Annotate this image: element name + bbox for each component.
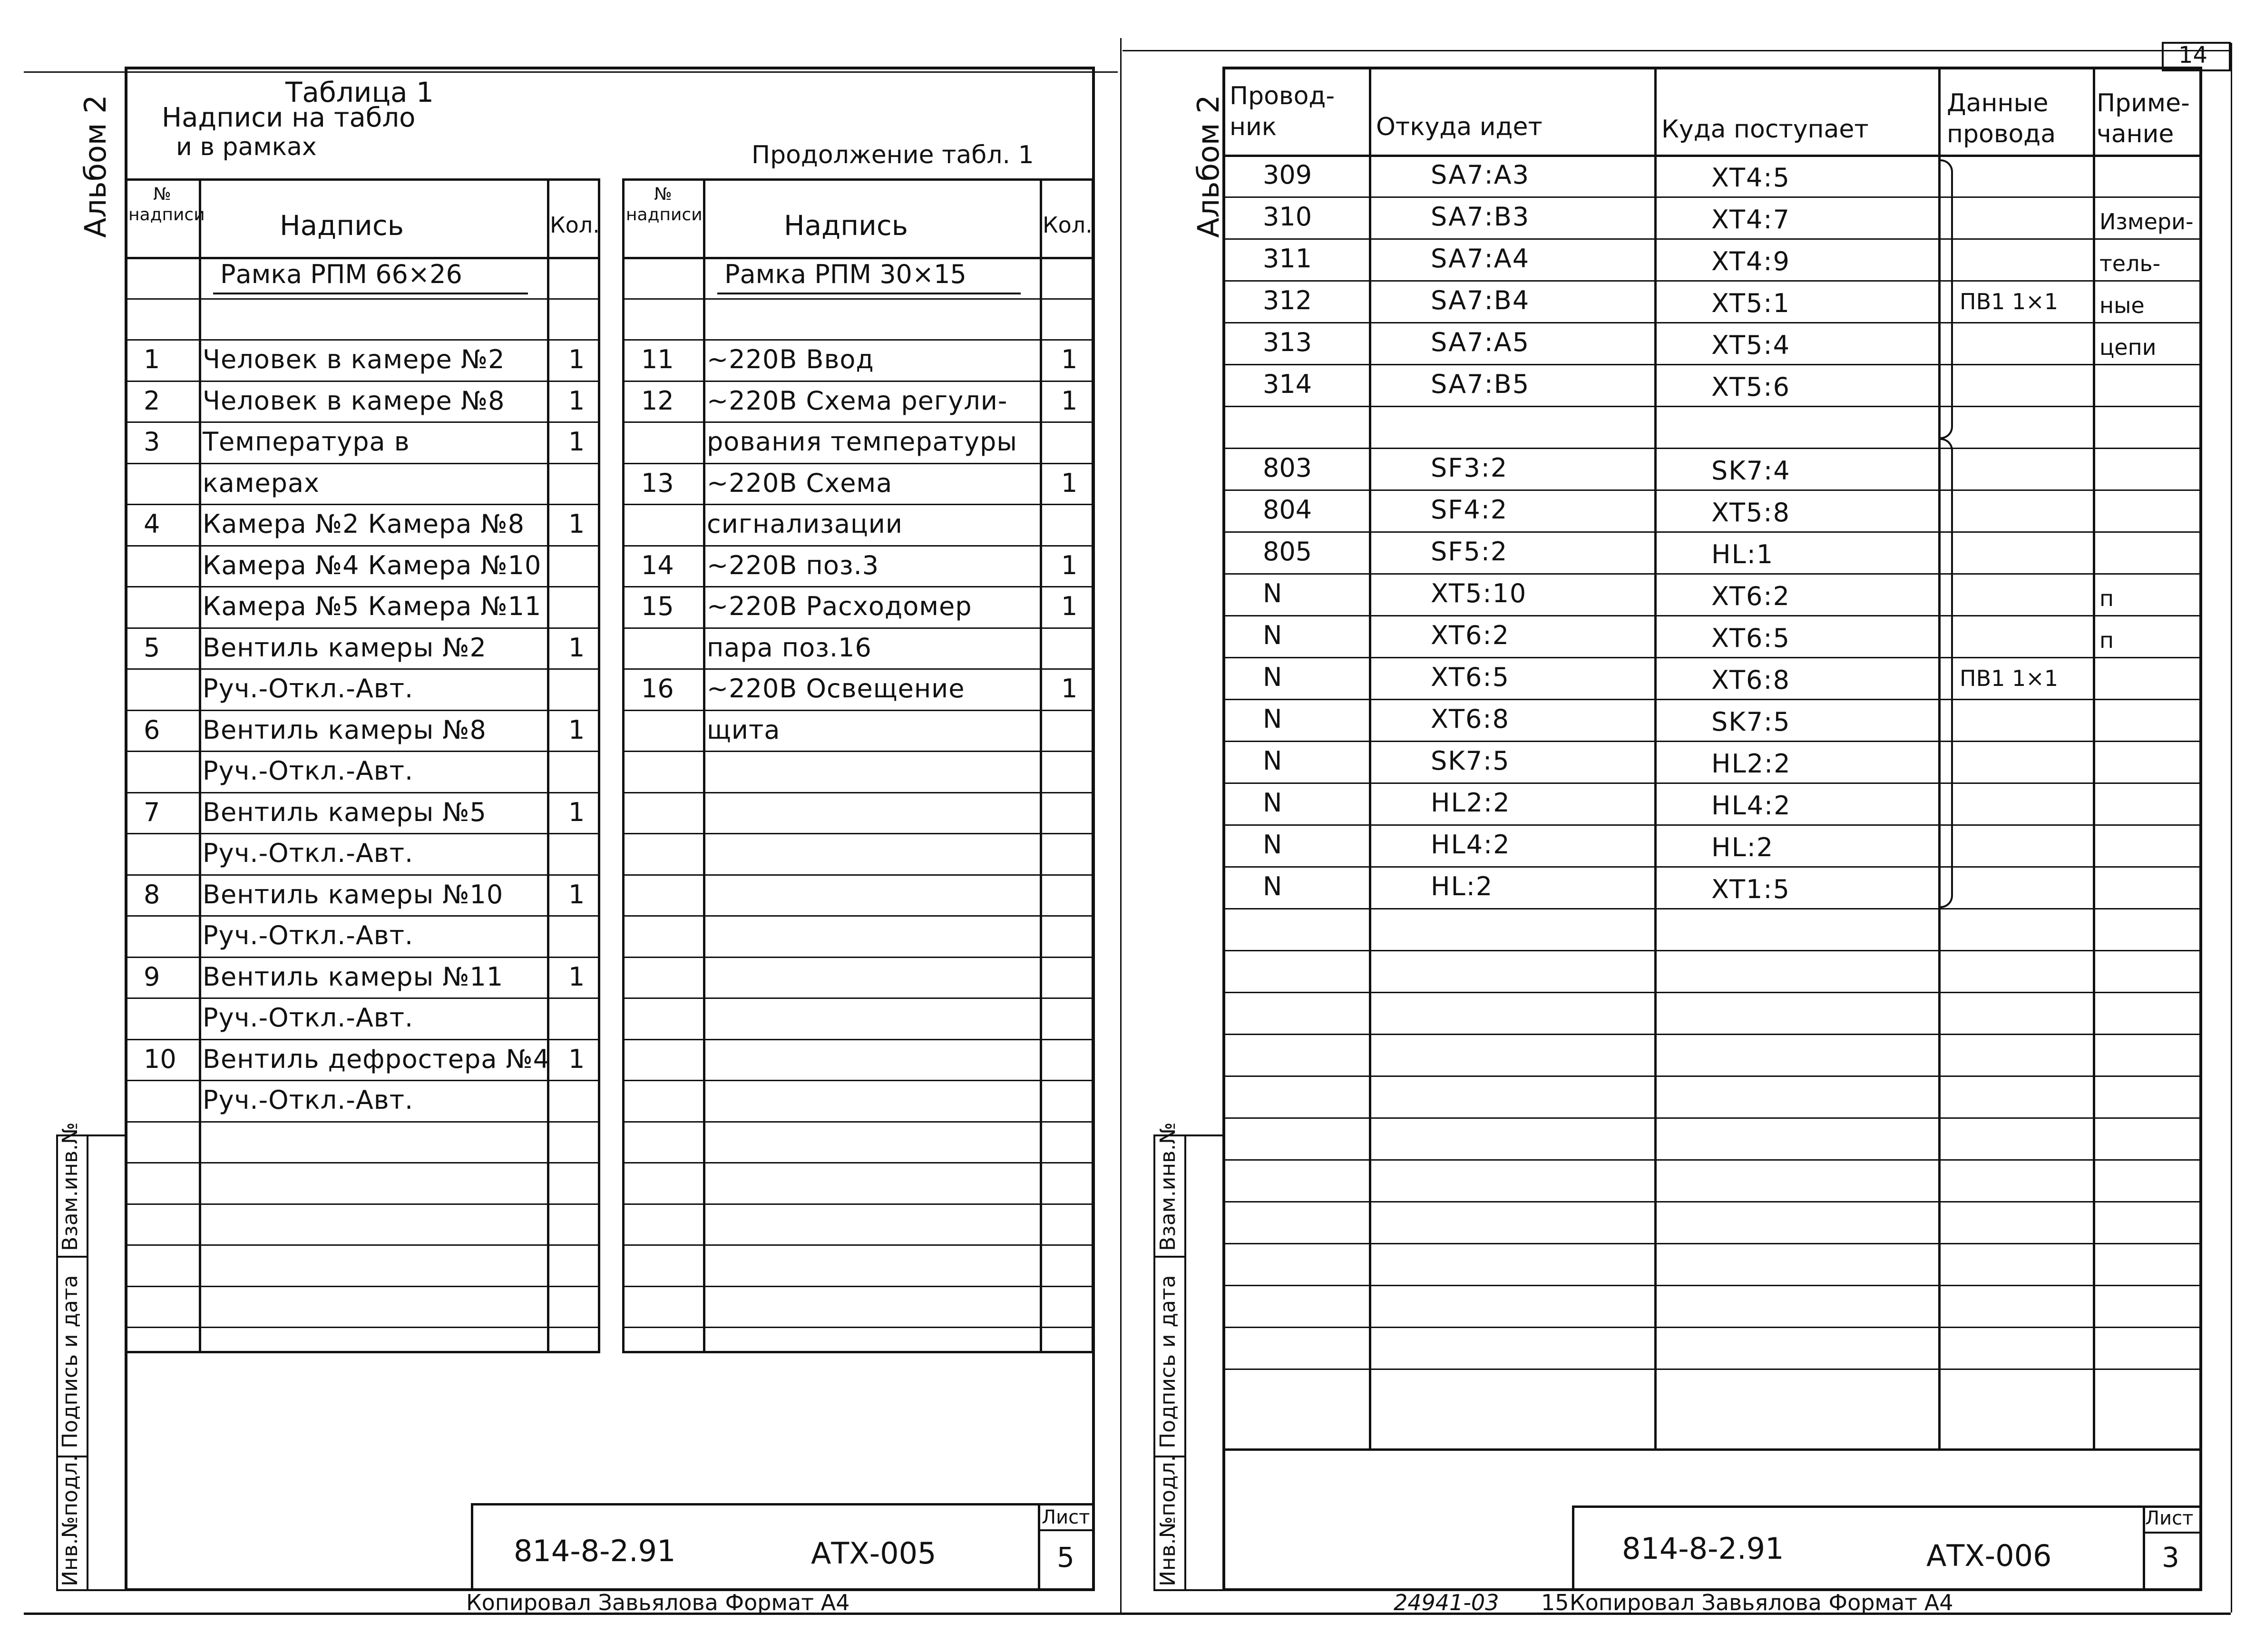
- row-to: HL4:2: [1711, 791, 1791, 821]
- table-column-line: [703, 178, 705, 1353]
- row-inscription: камерах: [203, 468, 320, 498]
- table-row-line: [1222, 741, 2202, 742]
- row-qty: 1: [568, 714, 585, 745]
- row-wire: 804: [1263, 495, 1312, 525]
- row-to: XT5:1: [1711, 288, 1790, 318]
- table-row-line: [622, 339, 1094, 341]
- row-to: XT1:5: [1711, 874, 1790, 904]
- table-row-line: [125, 668, 600, 670]
- table-row-line: [622, 421, 1094, 423]
- table-row-line: [1222, 1159, 2202, 1161]
- frame-title: Рамка РПМ 30×15: [724, 259, 966, 289]
- row-qty: 1: [1061, 674, 1078, 704]
- footer-number: 15: [1541, 1590, 1569, 1615]
- row-inscription: Руч.-Откл.-Авт.: [203, 838, 414, 868]
- row-from: SK7:5: [1431, 746, 1510, 776]
- table-row-line: [125, 1327, 600, 1328]
- row-to: SK7:4: [1711, 456, 1791, 486]
- row-note: тель-: [2099, 251, 2161, 276]
- row-to: HL:1: [1711, 539, 1774, 569]
- table-row-line: [622, 504, 1094, 505]
- table-row-line: [1222, 1243, 2202, 1244]
- row-wire: N: [1263, 662, 1282, 692]
- frame-title: Рамка РПМ 66×26: [220, 259, 462, 289]
- album-label: Альбом 2: [1191, 95, 1226, 238]
- row-qty: 1: [568, 961, 585, 992]
- table-row-line: [1222, 615, 2202, 616]
- row-inscription: Руч.-Откл.-Авт.: [203, 1003, 414, 1033]
- page-number: 14: [2178, 42, 2208, 68]
- row-note: цепи: [2099, 334, 2157, 360]
- table-row-line: [125, 339, 600, 341]
- table-row-line: [622, 957, 1094, 958]
- row-to: HL2:2: [1711, 749, 1791, 779]
- row-wire: 313: [1263, 327, 1312, 357]
- table-row-line: [125, 586, 600, 587]
- row-wire: N: [1263, 620, 1282, 650]
- row-to: XT5:4: [1711, 330, 1790, 360]
- row-qty: 1: [568, 879, 585, 909]
- table-row-line: [125, 915, 600, 917]
- row-from: SA7:B5: [1431, 369, 1530, 399]
- row-qty: 1: [568, 1044, 585, 1074]
- row-qty: 1: [1061, 344, 1078, 374]
- table-row-line: [125, 1121, 600, 1123]
- row-number: 16: [641, 674, 674, 704]
- table-row-line: [622, 792, 1094, 793]
- table-row-line: [1222, 280, 2202, 282]
- row-number: 9: [144, 961, 160, 992]
- row-note: Измери-: [2099, 209, 2194, 235]
- footer-code: 24941-03: [1394, 1590, 1499, 1615]
- row-number: 5: [144, 632, 160, 663]
- stamp-replaced-inv: Взам.инв.№: [1156, 1122, 1180, 1251]
- row-from: XT5:10: [1431, 578, 1527, 608]
- title-block-divider: [1038, 1503, 1040, 1591]
- row-wire: 314: [1263, 369, 1312, 399]
- row-inscription: Руч.-Откл.-Авт.: [203, 1085, 414, 1115]
- row-wire: 803: [1263, 453, 1312, 483]
- header-qty: Кол.: [550, 212, 600, 238]
- table-row-line: [1222, 950, 2202, 951]
- stamp-inv-no: Инв.№подл.: [1156, 1455, 1180, 1586]
- table-row-line: [1222, 1201, 2202, 1202]
- table-row-line: [622, 1039, 1094, 1040]
- table-row-line: [622, 710, 1094, 711]
- row-from: HL:2: [1431, 871, 1494, 901]
- table-row-line: [1222, 364, 2202, 365]
- row-to: XT4:5: [1711, 163, 1790, 193]
- table-row-line: [125, 710, 600, 711]
- header-wire-data: Данные провода: [1947, 89, 2056, 148]
- sheet-number: 5: [1057, 1541, 1074, 1574]
- frame-title-underline: [717, 293, 1021, 294]
- table-row-line: [622, 1080, 1094, 1081]
- row-qty: 1: [1061, 468, 1078, 498]
- doc-code: 814-8-2.91: [514, 1534, 676, 1568]
- row-inscription: ~220В Ввод: [707, 344, 874, 374]
- row-to: XT5:8: [1711, 498, 1790, 528]
- row-inscription: щита: [707, 714, 781, 745]
- row-inscription: Камера №5 Камера №11: [203, 591, 542, 621]
- table-row-line: [125, 833, 600, 834]
- row-from: SF5:2: [1431, 537, 1508, 567]
- row-inscription: сигнализации: [707, 509, 903, 539]
- table-row-line: [125, 1080, 600, 1081]
- table-row-line: [1222, 573, 2202, 575]
- row-to: XT6:8: [1711, 665, 1790, 695]
- table-row-line: [622, 1286, 1094, 1287]
- row-from: SA7:A5: [1431, 327, 1530, 357]
- row-inscription: Человек в камере №8: [203, 385, 505, 416]
- table-header-line: [1222, 155, 2202, 157]
- row-to: XT5:6: [1711, 372, 1790, 402]
- row-inscription: ~220В Схема: [707, 468, 893, 498]
- table-column-line: [1369, 67, 1371, 1448]
- row-number: 3: [144, 427, 160, 457]
- row-qty: 1: [568, 344, 585, 374]
- table-row-line: [1222, 1285, 2202, 1286]
- group-1-wire-data: ПВ1 1×1: [1960, 289, 2059, 314]
- row-wire: N: [1263, 788, 1282, 818]
- doc-mark: АТХ-006: [1926, 1538, 2052, 1573]
- table-row-line: [622, 586, 1094, 587]
- row-to: HL:2: [1711, 832, 1774, 862]
- table-column-line: [1040, 178, 1042, 1353]
- row-qty: 1: [1061, 385, 1078, 416]
- row-to: XT4:7: [1711, 205, 1790, 235]
- row-wire: 309: [1263, 160, 1312, 190]
- footer-copied-by: Копировал Завьялова Формат А4: [1570, 1590, 1953, 1615]
- table-row-line: [622, 1244, 1094, 1246]
- doc-mark: АТХ-005: [811, 1536, 937, 1571]
- row-from: XT6:2: [1431, 620, 1510, 650]
- header-inscription: Надпись: [784, 209, 908, 242]
- table-bottom-line: [1222, 1448, 2202, 1451]
- header-to: Куда поступает: [1661, 115, 1869, 144]
- row-note: п: [2099, 586, 2114, 611]
- row-inscription: ~220В Схема регули-: [707, 385, 1008, 416]
- right-side-stamp-divider: [1184, 1134, 1186, 1591]
- row-qty: 1: [568, 509, 585, 539]
- row-inscription: Вентиль камеры №8: [203, 714, 487, 745]
- header-note: Приме- чание: [2097, 89, 2190, 148]
- group-2-wire-data: ПВ1 1×1: [1960, 665, 2059, 691]
- row-inscription: Руч.-Откл.-Авт.: [203, 756, 414, 786]
- table-row-line: [125, 874, 600, 876]
- row-inscription: ~220В Расходомер: [707, 591, 972, 621]
- row-wire: 310: [1263, 202, 1312, 232]
- row-qty: 1: [568, 797, 585, 827]
- row-from: XT6:5: [1431, 662, 1510, 692]
- table-column-line: [547, 178, 549, 1353]
- row-inscription: Вентиль камеры №5: [203, 797, 487, 827]
- table-row-line: [1222, 699, 2202, 700]
- table-row-line: [125, 1203, 600, 1205]
- table-row-line: [622, 545, 1094, 547]
- table-row-line: [1222, 1117, 2202, 1119]
- row-note: п: [2099, 627, 2114, 653]
- stamp-signature-date: Подпись и дата: [1156, 1275, 1180, 1448]
- row-inscription: рования температуры: [707, 427, 1017, 457]
- table-row-line: [125, 381, 600, 382]
- table-row-line: [125, 1039, 600, 1040]
- row-wire: 805: [1263, 537, 1312, 567]
- table-row-line: [1222, 489, 2202, 491]
- row-inscription: Вентиль дефростера №4: [203, 1044, 550, 1074]
- row-number: 6: [144, 714, 160, 745]
- row-wire: N: [1263, 871, 1282, 901]
- row-inscription: Температура в: [203, 427, 410, 457]
- header-no: № надписи: [626, 185, 703, 225]
- table-row-line: [622, 668, 1094, 670]
- row-from: SA7:A4: [1431, 244, 1530, 274]
- row-wire: N: [1263, 704, 1282, 734]
- table-row-line: [1222, 657, 2202, 658]
- table-row-line: [1222, 196, 2202, 198]
- stamp-line: [56, 1256, 88, 1258]
- table-subtitle-2: и в рамках: [176, 133, 317, 161]
- row-inscription: Вентиль камеры №10: [203, 879, 504, 909]
- row-number: 14: [641, 550, 674, 580]
- table-row-line: [622, 1327, 1094, 1328]
- right-top-line: [1123, 50, 2231, 51]
- doc-code: 814-8-2.91: [1622, 1531, 1784, 1566]
- row-wire: N: [1263, 578, 1282, 608]
- table-row-line: [622, 627, 1094, 629]
- table-row-line: [1222, 531, 2202, 533]
- row-number: 1: [144, 344, 160, 374]
- table-row-line: [622, 1203, 1094, 1205]
- row-wire: 312: [1263, 285, 1312, 315]
- row-from: SF4:2: [1431, 495, 1508, 525]
- row-from: SA7:A3: [1431, 160, 1530, 190]
- row-qty: 1: [1061, 550, 1078, 580]
- table-row-line: [1222, 908, 2202, 909]
- row-inscription: Вентиль камеры №2: [203, 632, 487, 663]
- stamp-signature-date: Подпись и дата: [58, 1275, 82, 1448]
- row-inscription: Камера №2 Камера №8: [203, 509, 525, 539]
- row-number: 15: [641, 591, 674, 621]
- title-block-divider: [1038, 1529, 1095, 1531]
- table-row-line: [622, 833, 1094, 834]
- table-row-line: [1222, 1075, 2202, 1077]
- table-row-line: [622, 874, 1094, 876]
- table-row-line: [1222, 406, 2202, 407]
- row-from: HL2:2: [1431, 788, 1511, 818]
- group-brace-1: [1941, 159, 1953, 439]
- table-row-line: [1222, 322, 2202, 323]
- row-to: SK7:5: [1711, 707, 1791, 737]
- row-qty: 1: [568, 632, 585, 663]
- row-inscription: ~220В Освещение: [707, 674, 965, 704]
- row-to: XT6:5: [1711, 623, 1790, 653]
- row-to: XT4:9: [1711, 246, 1790, 276]
- table-row-line: [1222, 992, 2202, 993]
- table-row-line: [125, 421, 600, 423]
- row-to: XT6:2: [1711, 581, 1790, 611]
- table-row-line: [622, 381, 1094, 382]
- table-row-line: [125, 504, 600, 505]
- frame-title-underline: [213, 293, 528, 294]
- table-row-line: [125, 751, 600, 752]
- row-note: ные: [2099, 293, 2145, 318]
- table-row-line: [622, 751, 1094, 752]
- row-inscription: Руч.-Откл.-Авт.: [203, 920, 414, 950]
- sheet-label: Лист: [2145, 1507, 2194, 1529]
- row-number: 7: [144, 797, 160, 827]
- group-brace-2: [1941, 438, 1953, 908]
- row-inscription: Руч.-Откл.-Авт.: [203, 674, 414, 704]
- row-number: 10: [144, 1044, 176, 1074]
- footer-copied-by: Копировал Завьялова Формат А4: [466, 1590, 850, 1615]
- row-number: 12: [641, 385, 674, 416]
- header-inscription: Надпись: [280, 209, 404, 242]
- table-row-line: [125, 545, 600, 547]
- table-row-line: [1222, 448, 2202, 449]
- row-wire: N: [1263, 830, 1282, 860]
- header-qty: Кол.: [1043, 212, 1093, 238]
- row-qty: 1: [568, 385, 585, 416]
- table-row-line: [1222, 824, 2202, 826]
- table-row-line: [125, 997, 600, 999]
- table-row-line: [125, 298, 600, 300]
- sheet-number: 3: [2162, 1541, 2179, 1574]
- stamp-line: [1153, 1256, 1186, 1258]
- header-wire: Провод- ник: [1230, 82, 1335, 141]
- row-inscription: Камера №4 Камера №10: [203, 550, 542, 580]
- row-number: 13: [641, 468, 674, 498]
- sheet-separator: [1120, 38, 1122, 1613]
- table-row-line: [125, 957, 600, 958]
- table-title: Таблица 1: [285, 76, 434, 108]
- table-row-line: [622, 915, 1094, 917]
- table-row-line: [125, 627, 600, 629]
- stamp-inv-no: Инв.№подл.: [58, 1455, 82, 1586]
- table-row-line: [1222, 1327, 2202, 1328]
- table-row-line: [1222, 1034, 2202, 1035]
- row-wire: N: [1263, 746, 1282, 776]
- row-qty: 1: [568, 427, 585, 457]
- row-inscription: пара поз.16: [707, 632, 872, 663]
- table-row-line: [125, 463, 600, 464]
- table-column-line: [1654, 67, 1657, 1448]
- left-side-stamp-divider: [87, 1134, 88, 1591]
- row-from: SA7:B4: [1431, 285, 1530, 315]
- row-from: SA7:B3: [1431, 202, 1530, 232]
- row-number: 8: [144, 879, 160, 909]
- row-inscription: Вентиль камеры №11: [203, 961, 504, 992]
- table-row-line: [125, 792, 600, 793]
- table-column-line: [199, 178, 201, 1353]
- table-row-line: [622, 997, 1094, 999]
- row-qty: 1: [1061, 591, 1078, 621]
- table-row-line: [1222, 866, 2202, 868]
- row-number: 4: [144, 509, 160, 539]
- table-row-line: [125, 1244, 600, 1246]
- table-row-line: [622, 1121, 1094, 1123]
- table-subtitle-1: Надписи на табло: [162, 102, 416, 133]
- row-from: HL4:2: [1431, 830, 1511, 860]
- row-inscription: Человек в камере №2: [203, 344, 505, 374]
- table-row-line: [1222, 1369, 2202, 1370]
- stamp-replaced-inv: Взам.инв.№: [58, 1122, 82, 1251]
- header-from: Откуда идет: [1376, 113, 1542, 141]
- table-row-line: [125, 1286, 600, 1287]
- row-inscription: ~220В поз.3: [707, 550, 879, 580]
- table-row-line: [1222, 238, 2202, 240]
- header-no: № надписи: [128, 185, 205, 225]
- table-column-line: [2093, 67, 2095, 1448]
- row-number: 2: [144, 385, 160, 416]
- table-row-line: [125, 1162, 600, 1163]
- row-number: 11: [641, 344, 674, 374]
- title-block-divider: [2143, 1532, 2202, 1534]
- right-edge-line: [2231, 43, 2232, 1613]
- row-from: SF3:2: [1431, 453, 1508, 483]
- table-row-line: [622, 298, 1094, 300]
- table-row-line: [622, 1162, 1094, 1163]
- album-label: Альбом 2: [78, 95, 113, 238]
- table-row-line: [1222, 782, 2202, 784]
- row-wire: 311: [1263, 244, 1312, 274]
- sheet-label: Лист: [1042, 1506, 1090, 1528]
- table-row-line: [622, 463, 1094, 464]
- continuation-label: Продолжение табл. 1: [752, 141, 1034, 169]
- row-from: XT6:8: [1431, 704, 1510, 734]
